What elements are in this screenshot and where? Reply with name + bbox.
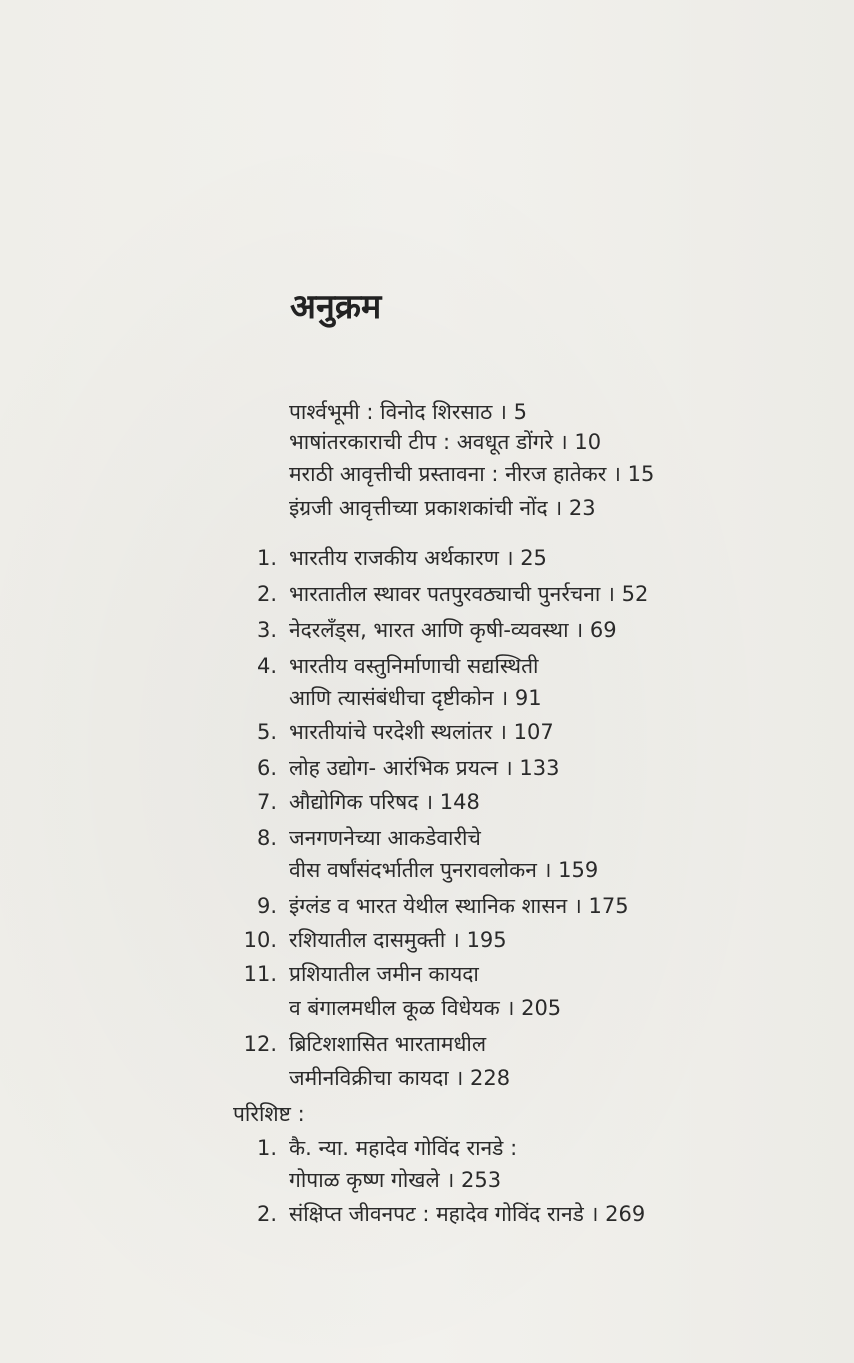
toc-chapter-entry: नेदरलँड्स, भारत आणि कृषी-व्यवस्था । 69 (289, 618, 617, 642)
toc-chapter-number: 7. (256, 790, 277, 814)
toc-chapter-number: 9. (256, 894, 277, 918)
toc-chapter-entry: ब्रिटिशशासित भारतामधील (289, 1032, 487, 1056)
toc-chapter-number: 4. (256, 654, 277, 678)
toc-chapter-number: 10. (243, 928, 277, 952)
toc-front-entry: इंग्रजी आवृत्तीच्या प्रकाशकांची नोंद । 23 (289, 496, 596, 520)
page-title: अनुक्रम (290, 287, 382, 327)
toc-chapter-number: 2. (256, 582, 277, 606)
toc-appendix-number: 1. (256, 1136, 277, 1160)
toc-appendix-entry: संक्षिप्त जीवनपट : महादेव गोविंद रानडे । 269 (289, 1202, 646, 1226)
toc-appendix-entry: कै. न्या. महादेव गोविंद रानडे : (289, 1136, 518, 1160)
toc-chapter-entry-continued: जमीनविक्रीचा कायदा । 228 (289, 1066, 511, 1090)
toc-chapter-number: 5. (256, 720, 277, 744)
toc-chapter-entry: रशियातील दासमुक्ती । 195 (289, 928, 507, 952)
toc-appendix-number: 2. (256, 1202, 277, 1226)
toc-chapter-entry: भारतीय राजकीय अर्थकारण । 25 (289, 546, 547, 570)
toc-chapter-number: 11. (243, 962, 277, 986)
toc-chapter-entry: भारतीयांचे परदेशी स्थलांतर । 107 (289, 720, 554, 744)
toc-chapter-entry: भारतातील स्थावर पतपुरवठ्याची पुनर्रचना । 52 (289, 582, 649, 606)
toc-front-entry: मराठी आवृत्तीची प्रस्तावना : नीरज हातेकर । 15 (289, 462, 655, 486)
toc-chapter-entry-continued: व बंगालमधील कूळ विधेयक । 205 (289, 996, 562, 1020)
toc-front-entry: पार्श्वभूमी : विनोद शिरसाठ । 5 (289, 400, 528, 424)
toc-appendix-entry-continued: गोपाळ कृष्ण गोखले । 253 (289, 1168, 502, 1192)
toc-chapter-entry: प्रशियातील जमीन कायदा (289, 962, 479, 986)
toc-chapter-entry: इंग्लंड व भारत येथील स्थानिक शासन । 175 (289, 894, 629, 918)
toc-chapter-entry: लोह उद्योग- आरंभिक प्रयत्न । 133 (289, 756, 560, 780)
toc-chapter-number: 6. (256, 756, 277, 780)
toc-chapter-number: 8. (256, 826, 277, 850)
appendix-label: परिशिष्ट : (233, 1102, 305, 1126)
toc-front-entry: भाषांतरकाराची टीप : अवधूत डोंगरे । 10 (289, 430, 602, 454)
toc-chapter-entry: भारतीय वस्तुनिर्माणाची सद्यस्थिती (289, 654, 539, 678)
toc-chapter-entry-continued: वीस वर्षांसंदर्भातील पुनरावलोकन । 159 (289, 858, 599, 882)
toc-chapter-number: 1. (256, 546, 277, 570)
toc-chapter-entry: जनगणनेच्या आकडेवारीचे (289, 826, 481, 850)
toc-chapter-number: 12. (243, 1032, 277, 1056)
toc-chapter-entry-continued: आणि त्यासंबंधीचा दृष्टीकोन । 91 (289, 686, 542, 710)
toc-chapter-entry: औद्योगिक परिषद । 148 (289, 790, 480, 814)
toc-chapter-number: 3. (256, 618, 277, 642)
